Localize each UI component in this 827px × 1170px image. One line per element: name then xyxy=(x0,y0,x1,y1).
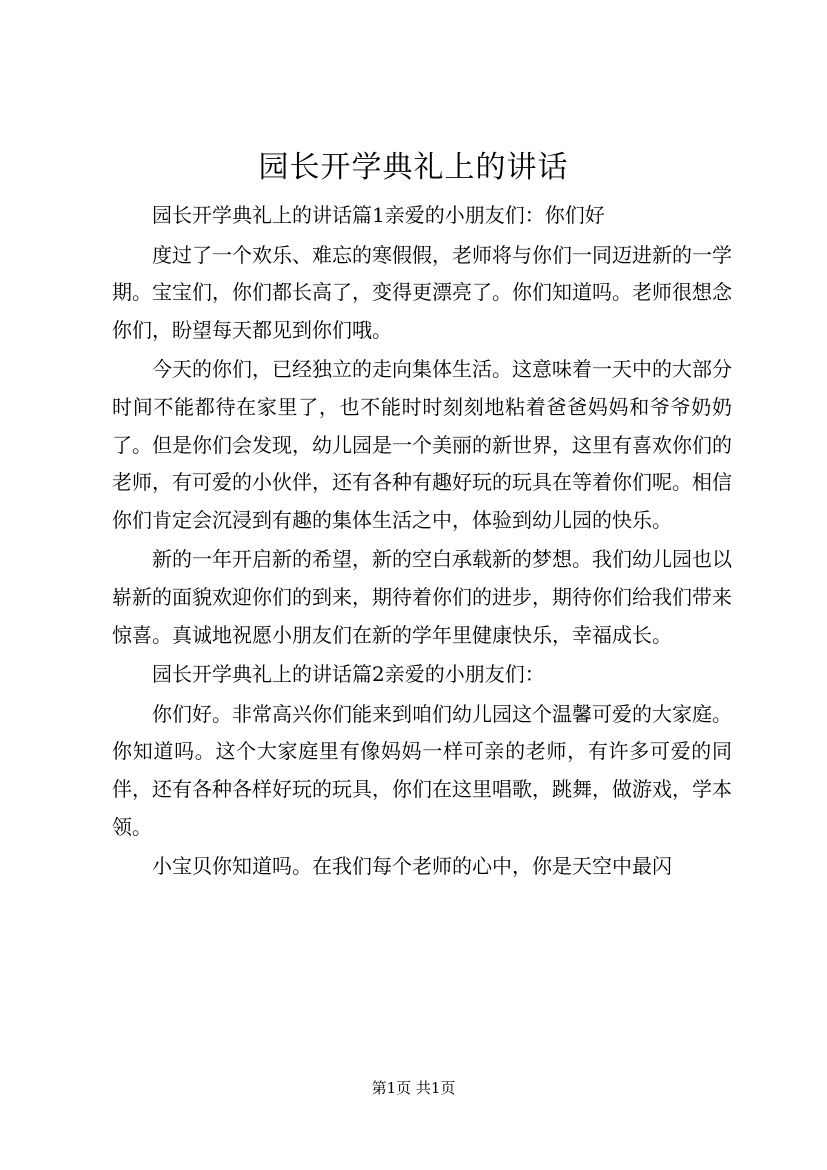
paragraph-5: 园长开学典礼上的讲话篇2亲爱的小朋友们： xyxy=(152,662,545,687)
paragraph-1: 园长开学典礼上的讲话篇1亲爱的小朋友们：你们好 xyxy=(152,203,605,227)
paragraph-2: 度过了一个欢乐、难忘的寒假假，老师将与你们一同迈进新的一学期。宝宝们，你们都长高了，变得更漂亮了。你们知道吗。老师很想念你们，盼望每天都见到你们哦。 xyxy=(112,242,732,342)
paragraph-6: 你们好。非常高兴你们能来到咱们幼儿园这个温馨可爱的大家庭。你知道吗。这个大家庭里有像妈妈一样可亲的老师，有许多可爱的同伴，还有各种各样好玩的玩具，你们在这里唱歌，跳舞，做游戏，学本领。 xyxy=(112,701,732,839)
paragraph-3: 今天的你们，已经独立的走向集体生活。这意味着一天中的大部分时间不能都待在家里了，也不能时时刻刻地粘着爸爸妈妈和爷爷奶奶了。但是你们会发现，幼儿园是一个美丽的新世界，这里有喜欢你们的老师，有可爱的小伙伴，还有各种有趣好玩的玩具在等着你们呢。相信你们肯定会沉浸到有趣的集体生活之中，体验到幼儿园的快乐。 xyxy=(112,357,732,532)
paragraph-4: 新的一年开启新的希望，新的空白承载新的梦想。我们幼儿园也以崭新的面貌欢迎你们的到来，期待着你们的进步，期待你们给我们带来惊喜。真诚地祝愿小朋友们在新的学年里健康快乐，幸福成长。 xyxy=(112,547,732,647)
paragraph-7: 小宝贝你知道吗。在我们每个老师的心中，你是天空中最闪 xyxy=(152,854,672,879)
document-body xyxy=(112,197,732,888)
page-number-footer: 第1页 共1页 xyxy=(371,1079,456,1097)
document-title: 园长开学典礼上的讲话 xyxy=(258,150,569,185)
